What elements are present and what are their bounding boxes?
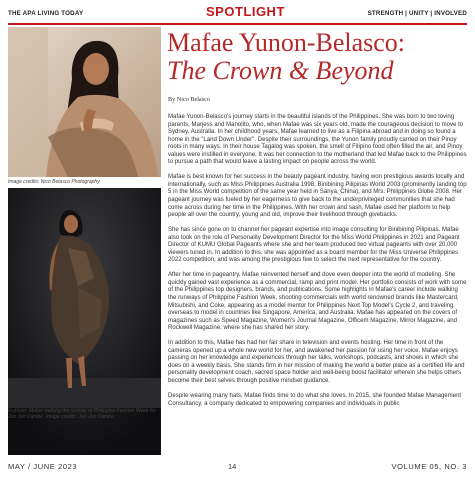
issue-date: MAY / JUNE 2023 <box>8 462 78 471</box>
paragraph: Mafae is best known for her success in the beauty pageant industry, having won prestigious awards locally and internationally, such as Miss Philippines Australia 1998, Binibining Pilipinas World 2003 (prominently landing top 5 in the Miss World competition of the same year held in Sanya, China), and Mrs. Philippines Globe 2008. Her pageant journey was fueled by her eagerness to give back to the underprivileged communities that she had come across during her time in the Philippines. With her crown and sash, Mafae used her platform to help people all over the country, young and old, improve their livelihood through givebacks. <box>168 174 467 219</box>
byline: By Nico Belasco <box>168 96 210 103</box>
paragraph: Despite wearing many hats, Mafae finds time to do what she loves. In 2015, she founded Mafae Management Consultancy, a company dedicated to empowering companies and individuals in public <box>168 393 462 407</box>
magazine-motto: STRENGTH | UNITY | INVOLVED <box>367 10 467 17</box>
article-subtitle: The Crown & Beyond <box>167 56 394 85</box>
portrait-photo <box>8 27 161 177</box>
portrait-caption: Image credits: Nico Belasco Photography <box>8 179 100 185</box>
paragraph: Mafae Yunon-Belasco's journey starts in the beautiful islands of the Philippines. She was born to two loving parents, Marjess and Manolito, who, when Mafae was six years old, made the courageous decision to move to Sydney, Australia. In her childhood years, Mafae learned to live as a Filipina abroad and in doing so found a home in the "Land Down Under". Despite their surroundings, the Yunon family proudly carried on their Pinoy roots in many ways. In their house Tagalog was spoken, the smell of Filipino food often filled the air, and Pinoy values were instilled in everyone. It was her connection to the motherland that led Mafae back to the Philippines to pursue a path that would leave a lasting impact on people across the world. <box>168 114 467 166</box>
portrait-illustration <box>8 27 161 177</box>
runway-caption: In photo: Mafae walking the runway at Philippine Fashion Week for Jun Jun Cambe. Image credits: Jun Jun Cambe <box>8 408 156 420</box>
paragraph: She has since gone on to channel her pageant expertise into image consulting for Binibining Pilipinas. Mafae also took on the role of Personality Development Director for the Miss World Philippines in 2021 and Pageant Director of KUMU Global Pageants where she and her team produced two virtual pageants with over 20,000 viewers tuned in. In addition to this, she was appointed as a board member for the Miss Universe Philippines 2022 competition, and was among the prestigious few to select the next representative for the country. <box>168 227 460 264</box>
article-body <box>168 114 467 416</box>
page-number: 14 <box>228 462 237 471</box>
volume-number: VOLUME 05, NO. 3 <box>391 462 467 471</box>
article-title: Mafae Yunon-Belasco: <box>167 28 406 57</box>
paragraph: After her time in pageantry, Mafae reinvented herself and dove even deeper into the world of modeling. She quickly gained vast experience as a commercial, ramp and print model. Her portfolio consists of work with some of the Philippines top designers, brands, and publications. Some highlights in Mafae's career include walking the runways of Philippine Fashion Week, shooting commercials with world renowned brands like Mastercard, Mitsubishi, and Coke, appearing as a model mentor for Philippines Next Top Model's Cycle 2, and traveling overseas to model in countries like Singapore, America, and Australia. Mafae has appeared on the covers of magazines such as Speed Magazine, Women's Journal Magazine, Officem Magazine, Mirror Magazine, and Rockwell Magazine, where she has shared her story. <box>168 272 467 332</box>
header-rule <box>8 23 467 25</box>
paragraph: In addition to this, Mafae has had her fair share in television and events hosting. Her time in front of the cameras opened up a whole new world for her, and awakened her passion for using her voice. Mafae enjoys passing on her knowledge and experiences through her talks, workshops, podcasts, and shows in which she does on a weekly basis. She stands firm in her mission of making the world a better place as a certified life and personality development coach, sacred space holder and well-being boost facilitator wherein she helps others become their best selves through positive mindset guidance. <box>168 340 465 384</box>
section-label: SPOTLIGHT <box>206 4 285 19</box>
magazine-name: THE APA LIVING TODAY <box>8 10 84 17</box>
